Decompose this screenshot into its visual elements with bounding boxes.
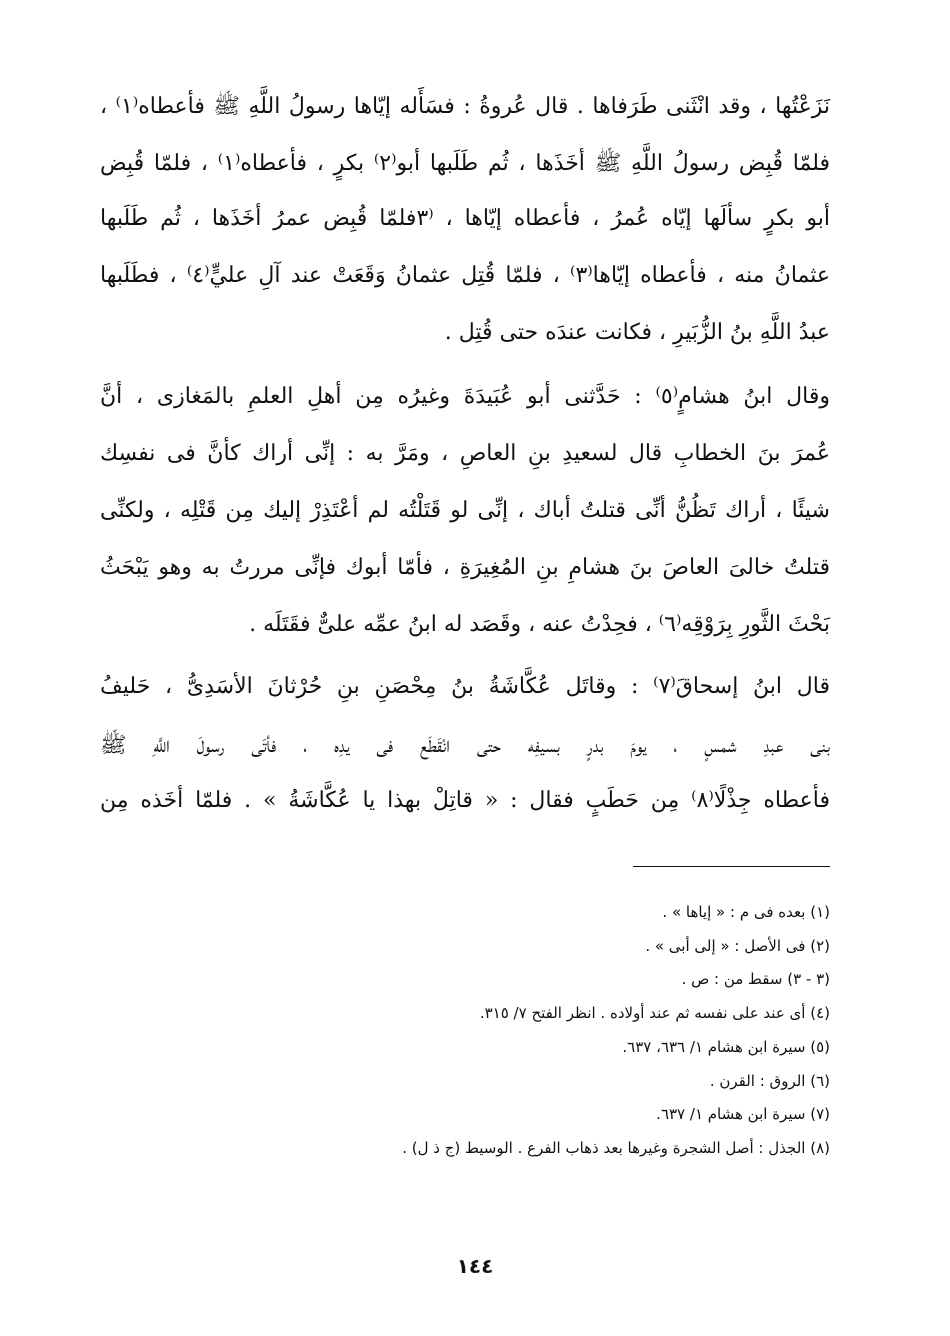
text-line: فلمّا قُبِض رسولُ اللَّهِ ﷺ أخَذَها ، ثُم طَلَبها أبو⁽٢⁾ بكرٍ ، فأعطاه⁽١⁾ ، فلمّا قُبِض xyxy=(100,151,831,176)
text-line: شيئًا ، أراك تَظُنُّ أنِّى قتلتُ أباك ، إنِّى لو قَتَلْتُه لم أعْتَذِرْ إليك مِن قَتْلِه ، ولكنِّى xyxy=(100,498,830,523)
footnote-6: (٦) الروق : القرن . xyxy=(709,1072,830,1090)
text-line: قتلتُ خالىَ العاصَ بنَ هشامِ بنِ المُغِيرَةِ ، فأمّا أبوك فإنِّى مررتُ به وهو يَبْحَثُ xyxy=(100,555,830,580)
page-number: ١٤٤ xyxy=(456,1254,494,1278)
footnote-8: (٨) الجذل : أصل الشجرة وغيرها بعد ذهاب الفرع . الوسيط (ج ذ ل) . xyxy=(402,1139,830,1157)
footnote-7: (٧) سيرة ابن هشام ١/ ٦٣٧. xyxy=(656,1105,830,1123)
footnote-2: (٢) فى الأصل : « إلى أبى » . xyxy=(645,937,830,955)
text-line: قال ابنُ إسحاقَ⁽٧⁾ : وقاتَل عُكَّاشَةُ بنُ مِحْصَنِ بنِ حُرْثانَ الأسَدِىُّ ، حَليفُ xyxy=(100,674,830,699)
paragraph-3 xyxy=(100,674,830,834)
text-line: وقال ابنُ هشامٍ⁽٥⁾ : حَدَّثنى أبو عُبَيدَةَ وغيرُه مِن أهلِ العلمِ بالمَغازى ، أنَّ xyxy=(100,384,830,409)
text-line: نَزَعْتُها ، وقد انْثَنى طَرَفاها . قال عُروةُ : فسَأَله إيّاها رسولُ اللَّهِ ﷺ فأعطاه⁽١⁾ ، xyxy=(100,94,831,119)
text-line: فأعطاه جِذْلًا⁽٨⁾ مِن حَطَبٍ فقال : « قاتِلْ بهذا يا عُكَّاشَةُ » . فلمّا أخَذه مِن xyxy=(100,788,831,813)
footnote-5: (٥) سيرة ابن هشام ١/ ٦٣٦، ٦٣٧. xyxy=(622,1038,830,1056)
text-line: بنى عبدِ شمسٍ ، يومَ بدرٍ بسيفِه حتى انْقَطَع فى يدِه ، فأتَى رسولَ اللَّهِ ﷺ xyxy=(100,733,830,758)
text-line: أبو بكرٍ سألَها إيّاه عُمرُ ، فأعطاه إيّاها ، ⁽٣فلمّا قُبِض عمرُ أخَذَها ، ثُم طَلَبها xyxy=(100,206,830,231)
paragraph-2 xyxy=(100,384,830,644)
footnote-separator xyxy=(633,866,830,867)
footnote-4: (٤) أى عند على نفسه ثم عند أولاده . انظر الفتح ٧/ ٣١٥. xyxy=(479,1004,830,1022)
text-line: بَحْثَ الثَّورِ بِرَوْقِه⁽٦⁾ ، فحِدْتُ عنه ، وقَصَد له ابنُ عمِّه علىٌّ فقَتَلَه . xyxy=(249,612,830,637)
text-line: عُمرَ بنَ الخطابِ قال لسعيدِ بنِ العاصِ ، ومَرَّ به : إنِّى أراك كأنَّ فى نفسِك xyxy=(100,441,830,466)
text-line: عبدُ اللَّهِ بنُ الزُّبَيرِ ، فكانت عندَه حتى قُتِل . xyxy=(444,320,830,345)
footnote-1: (١) بعده فى م : « إياها » . xyxy=(662,903,830,921)
footnote-3: (٣ - ٣) سقط من : ص . xyxy=(681,970,830,988)
text-line: عثمانُ منه ، فأعطاه إيّاها⁽٣⁾ ، فلمّا قُتِل عثمانُ وَقَعَتْ عند آلِ عليٍّ⁽٤⁾ ، فطَلَبها xyxy=(100,263,831,288)
paragraph-1 xyxy=(100,92,831,345)
